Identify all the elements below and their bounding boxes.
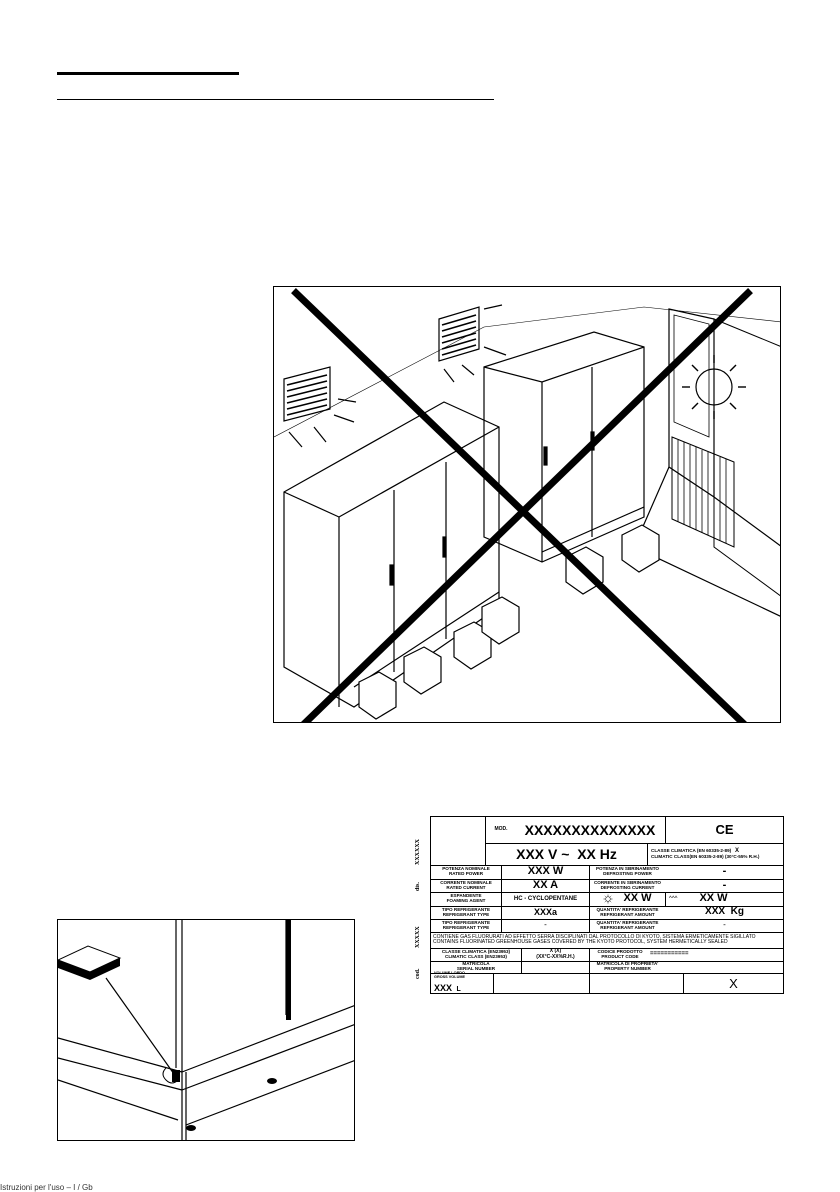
wrong-installation-illustration [274, 287, 781, 723]
side-label-dis: dis. [415, 882, 421, 892]
defrost-power-value: - [722, 865, 727, 878]
defrost-current-label: CORRENTE IN SBRINAMENTO DEFROSTING CURRENT [593, 879, 662, 890]
heater-power [666, 892, 783, 906]
corner-spacer-detail-figure [57, 919, 355, 1141]
rating-plate-body [430, 816, 784, 994]
page-subheading-rule [57, 99, 494, 100]
gross-volume [431, 973, 493, 994]
refrigerant-type-label: TIPO REFRIGERANTE REFRIGERANT TYPE [441, 906, 491, 917]
model-value: XXXXXXXXXXXXXX [524, 821, 656, 838]
refrigerant-amount2-value: - [723, 920, 726, 930]
light-bulb-icon [603, 894, 613, 904]
refrigerant-amount-label: QUANTITA' REFRIGERANTE REFRIGERANT AMOUNT [596, 906, 659, 917]
model-label: MOD. [494, 826, 508, 833]
refrigerant-type-value: XXXa [533, 906, 557, 917]
bottom-right-mark: X [729, 975, 738, 991]
gross-volume-label-it: VOLUME LORDO [434, 971, 466, 976]
voltage-value: XXX V ~ XX Hz [516, 845, 617, 862]
fgas-notice-it: CONTIENE GAS FLUORURATI AD EFFETTO SERRA DISCIPLINATI DAL PROTOCOLLO DI KYOTO, SISTEMA ERMETICAMENTE SIGILLATO [433, 933, 756, 940]
rated-current-label: CORRENTE NOMINALE RATED CURRENT [440, 879, 492, 890]
product-code-value: =========== [650, 951, 689, 958]
refrigerant-type2-label: TIPO REFRIGERANTE REFRIGERANT TYPE [441, 919, 491, 930]
climate-class-conditions: (XX°C-XX%R.H.) [536, 953, 575, 960]
climate-class-label: CLASSE CLIMATICA (EN23953) CLIMATIC CLASS (EN23953) [441, 948, 511, 959]
gross-volume-label-en: GROSS VOLUME [434, 975, 466, 980]
lighting-power [590, 892, 665, 906]
fgas-notice [431, 932, 783, 948]
side-label-cod: cod. [415, 968, 421, 980]
side-label-model: XXXXXX [415, 839, 421, 865]
climate-class-en60335: CLASSE CLIMATICA (EN 60335-2-89) X CLIMATIC CLASS(EN 60335-2-89) (30°C-55% R.H.) [651, 848, 760, 859]
heater-power-value: XX W [699, 892, 728, 905]
foaming-agent-label: ESPANDENTE FOAMING AGENT [446, 893, 486, 903]
climate-class-value [522, 948, 589, 961]
rated-current-value: XX A [532, 878, 559, 891]
lighting-power-value: XX W [623, 892, 652, 905]
serial-number-label: MATRICOLA SERIAL NUMBER [456, 961, 496, 971]
page-heading-rule [57, 72, 239, 75]
refrigerant-amount-value: XXX Kg [705, 906, 744, 918]
wrong-installation-figure [273, 286, 781, 723]
rating-plate [415, 816, 784, 994]
product-code-label: CODICE PRODOTTO PRODUCT CODE [597, 948, 643, 959]
foaming-agent-value: HC - CYCLOPENTANE [513, 895, 578, 902]
rating-plate-side-labels [415, 816, 430, 994]
gross-volume-unit: L [456, 986, 461, 994]
defrost-current-value: - [722, 878, 727, 891]
gross-volume-value: XXX [434, 983, 453, 994]
corner-spacer-detail-illustration [58, 920, 355, 1141]
climate-class-value-text: X (X) [549, 948, 562, 955]
refrigerant-amount2-label: QUANTITA' REFRIGERANTE REFRIGERANT AMOUNT [596, 919, 659, 930]
fgas-notice-en: CONTAINS FLUORINATED GREENHOUSE GASES COVERED BY THE KYOTO PROTOCOL, SYSTEM HERMETICALLY SEALED [433, 939, 728, 945]
rated-power-label: POTENZA NOMINALE RATED POWER [442, 866, 490, 876]
property-number-label: MATRICOLA DI PROPRIETA' PROPERTY NUMBER [596, 961, 659, 971]
rated-power-value: XXX W [527, 865, 564, 878]
heater-icon: ^^^ [669, 895, 678, 902]
page-footer: Istruzioni per l'uso – I / Gb [0, 1183, 93, 1192]
defrost-power-label: POTENZA IN SBRINAMENTO DEFROSTING POWER [595, 866, 660, 876]
refrigerant-type2-value: - [544, 920, 547, 930]
ce-mark: CE [715, 822, 734, 838]
side-label-code: XXXXX [415, 926, 421, 948]
